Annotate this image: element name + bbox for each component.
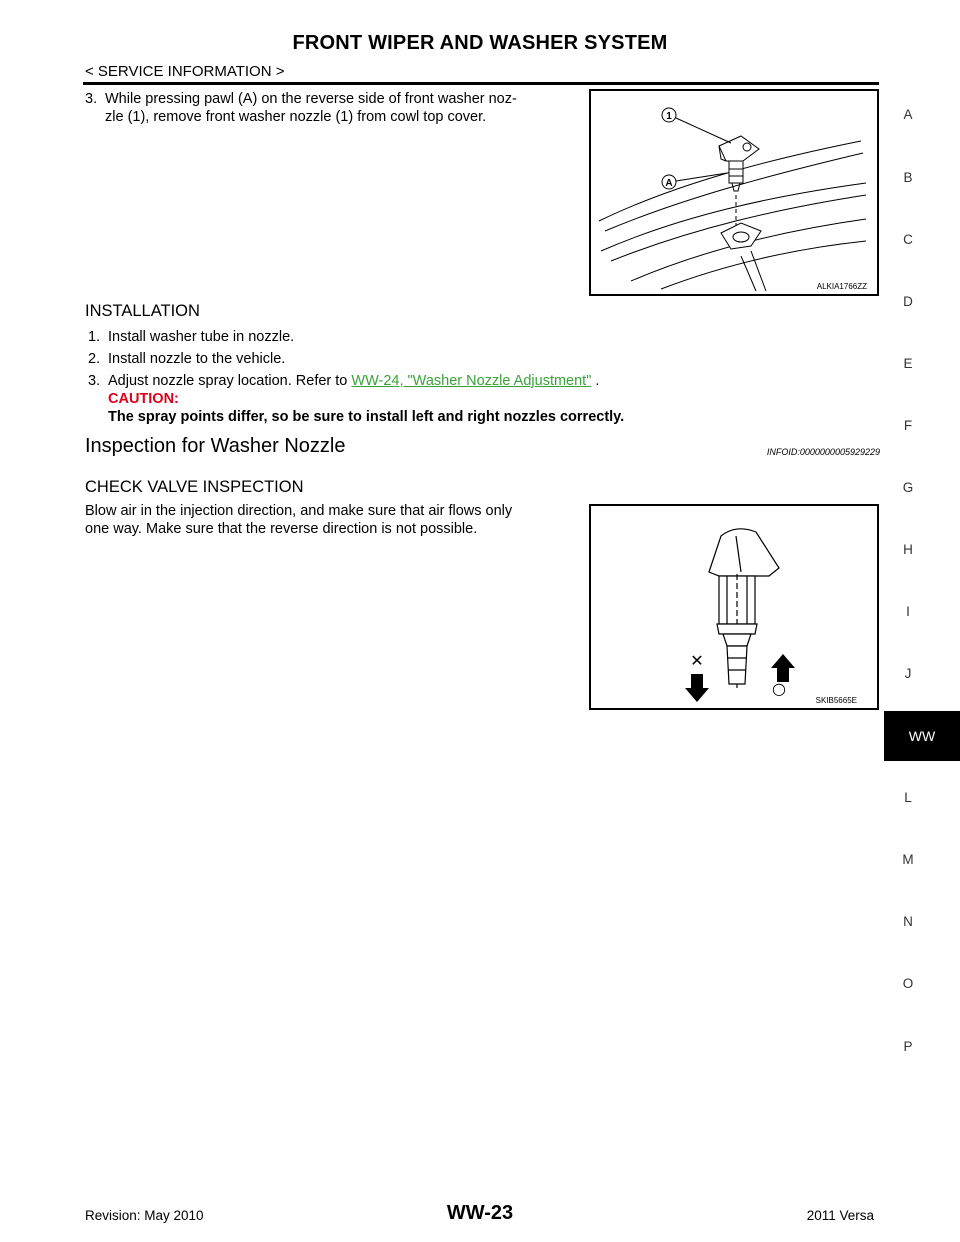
caution-label: CAUTION: — [108, 391, 179, 407]
installation-steps — [88, 328, 878, 426]
allowed-mark: ○ — [772, 679, 786, 698]
side-index-f[interactable]: F — [903, 418, 913, 433]
page-number: WW-23 — [446, 1202, 514, 1224]
callout-a: A — [665, 178, 673, 189]
info-id: INFOID:0000000005929229 — [766, 447, 880, 457]
nozzle-removal-illustration — [591, 91, 877, 294]
check-valve-illustration — [591, 506, 877, 708]
side-index-ww-active[interactable]: WW — [884, 711, 960, 761]
side-index-n[interactable]: N — [903, 914, 913, 929]
installation-heading: INSTALLATION — [85, 302, 200, 320]
installation-step-1: 1. Install washer tube in nozzle. — [88, 329, 295, 345]
side-index-e[interactable]: E — [903, 356, 913, 371]
side-index-o[interactable]: O — [902, 976, 914, 991]
washer-nozzle-adjustment-link[interactable]: WW-24, "Washer Nozzle Adjustment" — [351, 373, 592, 389]
caution-text: The spray points differ, so be sure to install left and right nozzles correctly. — [108, 409, 625, 425]
header-rule — [83, 82, 879, 85]
footer-model: 2011 Versa — [806, 1208, 874, 1223]
side-index-c[interactable]: C — [903, 232, 913, 247]
side-index-p[interactable]: P — [903, 1039, 913, 1054]
side-index-j[interactable]: J — [904, 666, 912, 681]
side-index-d[interactable]: D — [903, 294, 913, 309]
not-allowed-mark: ✕ — [690, 651, 704, 670]
check-valve-heading: CHECK VALVE INSPECTION — [85, 478, 304, 496]
side-index-a[interactable]: A — [903, 107, 913, 122]
step-number: 3. — [85, 91, 98, 107]
step-text-line2: zle (1), remove front washer nozzle (1) from cowl top cover. — [105, 109, 487, 125]
side-index-l[interactable]: L — [904, 790, 912, 805]
figure-nozzle-removal — [589, 89, 879, 296]
removal-step-3 — [85, 90, 580, 126]
installation-step-3: 3. Adjust nozzle spray location. Refer to WW-24, "Washer Nozzle Adjustment" . — [88, 373, 600, 389]
installation-step-2: 2. Install nozzle to the vehicle. — [88, 351, 286, 367]
page-title: FRONT WIPER AND WASHER SYSTEM — [292, 32, 668, 54]
section-subtitle: < SERVICE INFORMATION > — [85, 63, 285, 80]
step-text-line1: While pressing pawl (A) on the reverse side of front washer noz- — [105, 91, 517, 107]
side-index-m[interactable]: M — [902, 852, 914, 867]
callout-1: 1 — [666, 111, 672, 122]
check-valve-text: Blow air in the injection direction, and make sure that air flows only one way. Make sure that the reverse direction is not possible. — [85, 503, 513, 537]
figure-check-valve — [589, 504, 879, 710]
footer-revision: Revision: May 2010 — [85, 1208, 204, 1223]
figure-code: SKIB5665E — [815, 696, 857, 705]
side-index-h[interactable]: H — [903, 542, 913, 557]
side-index-g[interactable]: G — [902, 480, 914, 495]
side-index-i[interactable]: I — [906, 604, 910, 619]
side-index-b[interactable]: B — [903, 170, 913, 185]
figure-code: ALKIA1766ZZ — [816, 282, 867, 291]
inspection-heading: Inspection for Washer Nozzle — [85, 435, 346, 457]
